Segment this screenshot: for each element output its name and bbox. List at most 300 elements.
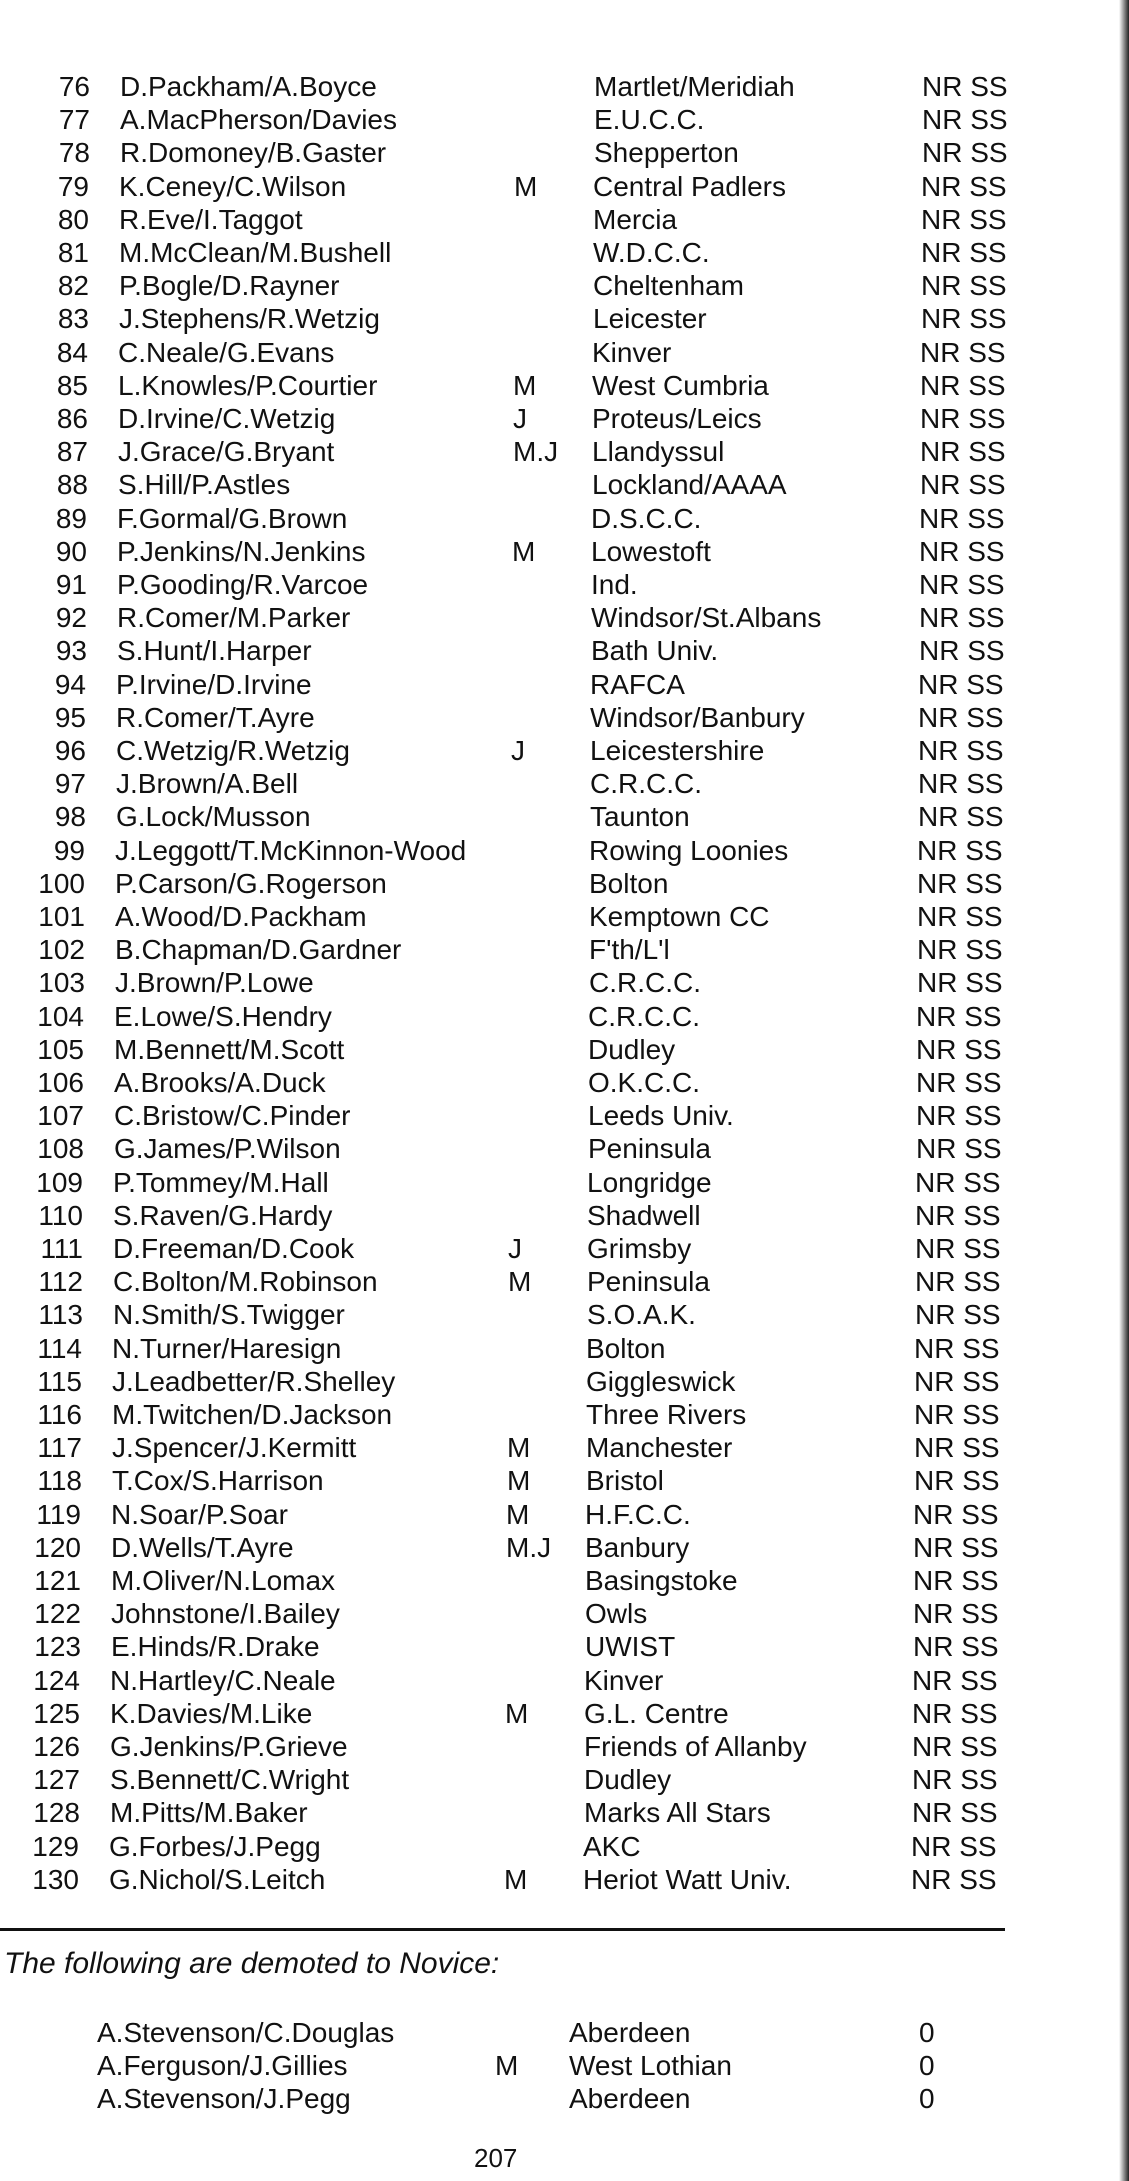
entry-grade: NR SS: [916, 1034, 1002, 1065]
entry-number: 80: [57, 204, 89, 235]
entry-number: 121: [34, 1565, 81, 1596]
entry-number: 117: [37, 1432, 82, 1463]
list-item: [0, 1830, 1129, 1864]
entry-grade: NR SS: [915, 1299, 1001, 1330]
entry-club: C.R.C.C.: [589, 967, 701, 998]
demoted-pair: A.Stevenson/J.Pegg: [97, 2083, 351, 2114]
entry-pair: G.Lock/Musson: [116, 801, 311, 832]
entry-club: Banbury: [585, 1532, 690, 1563]
entry-pair: M.Pitts/M.Baker: [110, 1797, 308, 1828]
entry-grade: NR SS: [919, 635, 1005, 666]
entry-number: 96: [54, 735, 86, 766]
entry-number: 128: [33, 1797, 80, 1828]
entry-pair: E.Hinds/R.Drake: [111, 1631, 320, 1662]
demoted-heading: The following are demoted to Novice:: [4, 1947, 500, 1980]
entry-number: 118: [37, 1465, 82, 1496]
entry-grade: NR SS: [916, 1133, 1002, 1164]
entry-pair: R.Comer/T.Ayre: [116, 702, 315, 733]
entry-club: Windsor/Banbury: [590, 702, 805, 733]
entry-pair: S.Bennett/C.Wright: [110, 1764, 350, 1795]
entry-pair: C.Neale/G.Evans: [118, 337, 335, 368]
entry-category: M: [508, 1266, 532, 1297]
entry-number: 116: [37, 1399, 82, 1430]
demoted-club: Aberdeen: [569, 2083, 691, 2114]
entry-number: 109: [36, 1167, 83, 1198]
entry-number: 90: [55, 536, 87, 567]
entry-club: Giggleswick: [586, 1366, 736, 1397]
entry-pair: J.Leadbetter/R.Shelley: [112, 1366, 396, 1397]
entry-club: Central Padlers: [593, 171, 786, 202]
list-item: [0, 800, 1129, 834]
entry-category: M: [512, 536, 536, 567]
list-item: [0, 1332, 1129, 1366]
entry-grade: NR SS: [919, 569, 1005, 600]
list-item: [0, 1199, 1129, 1233]
entry-pair: P.Jenkins/N.Jenkins: [117, 536, 366, 567]
entry-club: Manchester: [586, 1432, 733, 1463]
entry-number: 89: [55, 503, 87, 534]
entry-pair: M.Twitchen/D.Jackson: [112, 1399, 393, 1430]
entry-grade: NR SS: [919, 503, 1005, 534]
list-item: [0, 269, 1129, 303]
entry-grade: NR SS: [916, 1001, 1002, 1032]
entry-number: 86: [56, 403, 88, 434]
entry-pair: P.Gooding/R.Varcoe: [117, 569, 369, 600]
entry-number: 124: [33, 1665, 80, 1696]
list-item: [0, 535, 1129, 569]
entry-pair: J.Brown/P.Lowe: [115, 967, 314, 998]
entry-grade: NR SS: [917, 868, 1003, 899]
entry-number: 122: [34, 1598, 81, 1629]
entry-club: Leeds Univ.: [588, 1100, 734, 1131]
entry-grade: NR SS: [918, 669, 1004, 700]
entry-category: M: [507, 1465, 531, 1496]
entry-grade: NR SS: [918, 801, 1004, 832]
list-item: [0, 966, 1129, 1000]
entry-pair: J.Spencer/J.Kermitt: [112, 1432, 357, 1463]
entry-pair: G.Nichol/S.Leitch: [109, 1864, 326, 1895]
entry-number: 88: [56, 469, 88, 500]
entry-grade: NR SS: [912, 1731, 998, 1762]
entry-number: 102: [38, 934, 85, 965]
entry-club: Friends of Allanby: [584, 1731, 807, 1762]
entry-grade: NR SS: [922, 104, 1008, 135]
entry-club: West Cumbria: [592, 370, 769, 401]
entry-grade: NR SS: [912, 1764, 998, 1795]
entry-grade: NR SS: [917, 967, 1003, 998]
demoted-pair: A.Stevenson/C.Douglas: [97, 2017, 395, 2048]
entry-number: 113: [38, 1299, 83, 1330]
entry-grade: NR SS: [913, 1631, 999, 1662]
entry-pair: P.Carson/G.Rogerson: [115, 868, 387, 899]
demoted-grade: 0: [919, 2083, 935, 2114]
list-item: [0, 203, 1129, 237]
entry-number: 92: [55, 602, 87, 633]
entry-grade: NR SS: [915, 1233, 1001, 1264]
list-item: [0, 1597, 1129, 1631]
entry-number: 108: [37, 1133, 84, 1164]
list-item: [0, 1166, 1129, 1200]
list-item: [0, 502, 1129, 536]
list-item: [0, 1066, 1129, 1100]
entry-club: Cheltenham: [593, 270, 744, 301]
entry-club: Bolton: [589, 868, 669, 899]
entry-grade: NR SS: [916, 1100, 1002, 1131]
entry-club: Leicester: [593, 303, 707, 334]
entry-club: C.R.C.C.: [590, 768, 702, 799]
entry-grade: NR SS: [920, 337, 1006, 368]
entry-grade: NR SS: [913, 1532, 999, 1563]
entry-grade: NR SS: [914, 1399, 1000, 1430]
list-item: [0, 1431, 1129, 1465]
entry-number: 127: [33, 1764, 80, 1795]
entry-grade: NR SS: [919, 602, 1005, 633]
demoted-item: [0, 2082, 1129, 2116]
entry-grade: NR SS: [917, 835, 1003, 866]
entry-club: Owls: [585, 1598, 648, 1629]
list-item: [0, 468, 1129, 502]
entry-pair: A.MacPherson/Davies: [120, 104, 398, 135]
entry-club: C.R.C.C.: [588, 1001, 700, 1032]
entry-club: Marks All Stars: [584, 1797, 771, 1828]
entry-pair: G.Jenkins/P.Grieve: [110, 1731, 348, 1762]
entry-club: Shepperton: [594, 137, 739, 168]
entry-number: 112: [38, 1266, 83, 1297]
entry-grade: NR SS: [918, 702, 1004, 733]
entry-category: M: [507, 1432, 531, 1463]
entry-club: Longridge: [587, 1167, 712, 1198]
entry-pair: D.Irvine/C.Wetzig: [118, 403, 336, 434]
entry-club: Mercia: [593, 204, 678, 235]
entry-pair: A.Brooks/A.Duck: [114, 1067, 326, 1098]
entry-number: 93: [55, 635, 87, 666]
entry-club: F'th/L'l: [589, 934, 670, 965]
entry-pair: D.Packham/A.Boyce: [120, 71, 377, 102]
list-item: [0, 601, 1129, 635]
list-item: [0, 568, 1129, 602]
entry-pair: L.Knowles/P.Courtier: [118, 370, 378, 401]
entry-grade: NR SS: [922, 71, 1008, 102]
entry-pair: P.Tommey/M.Hall: [113, 1167, 329, 1198]
entry-club: Leicestershire: [590, 735, 765, 766]
entry-category: J: [513, 403, 527, 434]
entry-grade: NR SS: [920, 436, 1006, 467]
entry-number: 106: [37, 1067, 84, 1098]
demoted-pair: A.Ferguson/J.Gillies: [97, 2050, 348, 2081]
entry-pair: N.Turner/Haresign: [112, 1333, 342, 1364]
entry-pair: J.Leggott/T.McKinnon-Wood: [115, 835, 467, 866]
demoted-category: M: [495, 2050, 519, 2081]
entry-club: O.K.C.C.: [588, 1067, 701, 1098]
entry-pair: C.Bristow/C.Pinder: [114, 1100, 351, 1131]
entry-club: H.F.C.C.: [585, 1499, 691, 1530]
list-item: [0, 1033, 1129, 1067]
entry-number: 123: [34, 1631, 81, 1662]
list-item: [0, 767, 1129, 801]
entry-number: 130: [32, 1864, 79, 1895]
entry-club: Dudley: [588, 1034, 676, 1065]
list-item: [0, 1796, 1129, 1830]
entry-category: M.J: [506, 1532, 552, 1563]
entry-grade: NR SS: [920, 370, 1006, 401]
list-item: [0, 634, 1129, 668]
entry-pair: F.Gormal/G.Brown: [117, 503, 348, 534]
entry-pair: T.Cox/S.Harrison: [112, 1465, 324, 1496]
entry-number: 107: [37, 1100, 84, 1131]
entry-grade: NR SS: [913, 1565, 999, 1596]
entry-pair: M.Oliver/N.Lomax: [111, 1565, 336, 1596]
list-item: [0, 1265, 1129, 1299]
list-item: [0, 834, 1129, 868]
entry-club: Bath Univ.: [591, 635, 719, 666]
entry-club: Kinver: [584, 1665, 664, 1696]
list-item: [0, 734, 1129, 768]
entry-club: AKC: [583, 1831, 641, 1862]
entry-grade: NR SS: [912, 1797, 998, 1828]
entry-category: J: [508, 1233, 522, 1264]
entry-number: 110: [38, 1200, 83, 1231]
entry-grade: NR SS: [911, 1831, 997, 1862]
entry-category: M.J: [513, 436, 559, 467]
entry-pair: D.Wells/T.Ayre: [111, 1532, 294, 1563]
entry-club: Martlet/Meridiah: [594, 71, 795, 102]
entry-club: Rowing Loonies: [589, 835, 789, 866]
entry-number: 114: [37, 1333, 82, 1364]
entry-grade: NR SS: [912, 1698, 998, 1729]
entry-grade: NR SS: [920, 469, 1006, 500]
entry-grade: NR SS: [921, 270, 1007, 301]
entry-number: 115: [37, 1366, 82, 1397]
entry-club: Peninsula: [587, 1266, 710, 1297]
entry-club: E.U.C.C.: [594, 104, 705, 135]
list-item: [0, 1000, 1129, 1034]
demoted-club: Aberdeen: [569, 2017, 691, 2048]
entry-number: 83: [57, 303, 89, 334]
entry-pair: D.Freeman/D.Cook: [113, 1233, 355, 1264]
list-item: [0, 1531, 1129, 1565]
entry-grade: NR SS: [914, 1366, 1000, 1397]
entry-number: 85: [56, 370, 88, 401]
entry-grade: NR SS: [920, 403, 1006, 434]
entry-club: G.L. Centre: [584, 1698, 729, 1729]
page-number: 207: [474, 2143, 518, 2173]
entry-club: Dudley: [584, 1764, 672, 1795]
entry-number: 103: [38, 967, 85, 998]
list-item: [0, 302, 1129, 336]
entry-club: Bristol: [586, 1465, 664, 1496]
list-item: [0, 1464, 1129, 1498]
entry-club: D.S.C.C.: [591, 503, 702, 534]
entry-pair: R.Eve/I.Taggot: [119, 204, 303, 235]
entry-grade: NR SS: [915, 1200, 1001, 1231]
entry-club: Peninsula: [588, 1133, 711, 1164]
section-divider: [0, 1928, 1005, 1931]
list-item: [0, 1564, 1129, 1598]
list-item: [0, 1863, 1129, 1897]
entry-number: 78: [58, 137, 90, 168]
entry-grade: NR SS: [914, 1333, 1000, 1364]
entry-pair: M.Bennett/M.Scott: [114, 1034, 345, 1065]
entry-pair: E.Lowe/S.Hendry: [114, 1001, 332, 1032]
list-item: [0, 236, 1129, 270]
list-item: [0, 1498, 1129, 1532]
entry-number: 126: [33, 1731, 80, 1762]
entry-pair: S.Hill/P.Astles: [118, 469, 291, 500]
entry-category: M: [514, 171, 538, 202]
entry-pair: C.Wetzig/R.Wetzig: [116, 735, 350, 766]
entry-number: 120: [34, 1532, 81, 1563]
entry-grade: NR SS: [922, 137, 1008, 168]
list-item: [0, 668, 1129, 702]
list-item: [0, 402, 1129, 436]
entry-number: 76: [58, 71, 90, 102]
entry-club: Kinver: [592, 337, 672, 368]
list-item: [0, 170, 1129, 204]
entry-grade: NR SS: [911, 1864, 997, 1895]
demoted-grade: 0: [919, 2017, 935, 2048]
list-item: [0, 933, 1129, 967]
list-item: [0, 1763, 1129, 1797]
list-item: [0, 103, 1129, 137]
entry-pair: G.James/P.Wilson: [114, 1133, 341, 1164]
entry-number: 94: [54, 669, 86, 700]
entry-category: M: [505, 1698, 529, 1729]
entry-grade: NR SS: [921, 303, 1007, 334]
entry-club: W.D.C.C.: [593, 237, 710, 268]
entry-club: Windsor/St.Albans: [591, 602, 822, 633]
entry-club: Lockland/AAAA: [592, 469, 787, 500]
entry-club: Taunton: [590, 801, 690, 832]
list-item: [0, 867, 1129, 901]
entry-pair: J.Grace/G.Bryant: [118, 436, 335, 467]
demoted-club: West Lothian: [569, 2050, 732, 2081]
entry-club: Lowestoft: [591, 536, 711, 567]
entry-category: J: [511, 735, 525, 766]
entry-number: 100: [38, 868, 85, 899]
entry-number: 129: [32, 1831, 79, 1862]
demoted-grade: 0: [919, 2050, 935, 2081]
list-item: [0, 336, 1129, 370]
entry-club: S.O.A.K.: [587, 1299, 696, 1330]
entry-pair: S.Hunt/I.Harper: [117, 635, 312, 666]
entry-category: M: [513, 370, 537, 401]
entry-club: Kemptown CC: [589, 901, 770, 932]
entry-pair: C.Bolton/M.Robinson: [113, 1266, 378, 1297]
list-item: [0, 1730, 1129, 1764]
list-item: [0, 1132, 1129, 1166]
entry-grade: NR SS: [916, 1067, 1002, 1098]
entry-club: Shadwell: [587, 1200, 701, 1231]
entry-club: Bolton: [586, 1333, 666, 1364]
entry-club: Three Rivers: [586, 1399, 747, 1430]
entry-pair: G.Forbes/J.Pegg: [109, 1831, 321, 1862]
entry-grade: NR SS: [914, 1465, 1000, 1496]
entry-pair: M.McClean/M.Bushell: [119, 237, 392, 268]
entry-grade: NR SS: [921, 171, 1007, 202]
entry-club: Grimsby: [587, 1233, 692, 1264]
entry-pair: N.Hartley/C.Neale: [110, 1665, 336, 1696]
list-item: [0, 1398, 1129, 1432]
entry-pair: N.Smith/S.Twigger: [113, 1299, 345, 1330]
entry-grade: NR SS: [919, 536, 1005, 567]
entry-pair: B.Chapman/D.Gardner: [115, 934, 402, 965]
entry-number: 101: [38, 901, 85, 932]
entry-grade: NR SS: [917, 901, 1003, 932]
demoted-item: [0, 2049, 1129, 2083]
entry-number: 98: [54, 801, 86, 832]
list-item: [0, 900, 1129, 934]
entry-grade: NR SS: [917, 934, 1003, 965]
entry-grade: NR SS: [913, 1598, 999, 1629]
list-item: [0, 1365, 1129, 1399]
entry-club: Heriot Watt Univ.: [583, 1864, 792, 1895]
entry-category: M: [506, 1499, 530, 1530]
entry-grade: NR SS: [918, 768, 1004, 799]
entry-number: 125: [33, 1698, 80, 1729]
entry-number: 119: [36, 1499, 81, 1530]
entry-pair: A.Wood/D.Packham: [115, 901, 367, 932]
entry-pair: N.Soar/P.Soar: [111, 1499, 288, 1530]
entry-number: 105: [37, 1034, 84, 1065]
entry-club: Basingstoke: [585, 1565, 738, 1596]
entry-pair: P.Irvine/D.Irvine: [116, 669, 312, 700]
entry-number: 81: [57, 237, 89, 268]
entry-number: 97: [54, 768, 86, 799]
entry-pair: R.Comer/M.Parker: [117, 602, 351, 633]
entry-club: Llandyssul: [592, 436, 725, 467]
entry-grade: NR SS: [913, 1499, 999, 1530]
list-item: [0, 1232, 1129, 1266]
list-item: [0, 1664, 1129, 1698]
entry-grade: NR SS: [921, 237, 1007, 268]
list-item: [0, 1630, 1129, 1664]
entry-pair: K.Davies/M.Like: [110, 1698, 313, 1729]
entry-number: 87: [56, 436, 88, 467]
list-item: [0, 70, 1129, 104]
entry-grade: NR SS: [914, 1432, 1000, 1463]
list-item: [0, 369, 1129, 403]
entry-grade: NR SS: [912, 1665, 998, 1696]
list-item: [0, 1298, 1129, 1332]
entry-number: 77: [58, 104, 90, 135]
entry-number: 91: [55, 569, 87, 600]
entry-pair: S.Raven/G.Hardy: [113, 1200, 333, 1231]
entry-pair: J.Brown/A.Bell: [116, 768, 299, 799]
entry-number: 79: [57, 171, 89, 202]
entry-number: 95: [54, 702, 86, 733]
entry-pair: K.Ceney/C.Wilson: [119, 171, 347, 202]
demoted-item: [0, 2016, 1129, 2050]
entry-number: 104: [37, 1001, 84, 1032]
entry-pair: J.Stephens/R.Wetzig: [119, 303, 380, 334]
entry-pair: R.Domoney/B.Gaster: [120, 137, 387, 168]
entry-grade: NR SS: [921, 204, 1007, 235]
list-item: [0, 1099, 1129, 1133]
entry-grade: NR SS: [915, 1167, 1001, 1198]
list-item: [0, 701, 1129, 735]
entry-grade: NR SS: [915, 1266, 1001, 1297]
entry-club: RAFCA: [590, 669, 685, 700]
entry-category: M: [504, 1864, 528, 1895]
list-item: [0, 435, 1129, 469]
entry-grade: NR SS: [918, 735, 1004, 766]
list-item: [0, 136, 1129, 170]
entry-club: Ind.: [591, 569, 638, 600]
entry-number: 99: [53, 835, 85, 866]
entry-club: UWIST: [585, 1631, 676, 1662]
entry-pair: Johnstone/I.Bailey: [111, 1598, 340, 1629]
list-item: [0, 1697, 1129, 1731]
